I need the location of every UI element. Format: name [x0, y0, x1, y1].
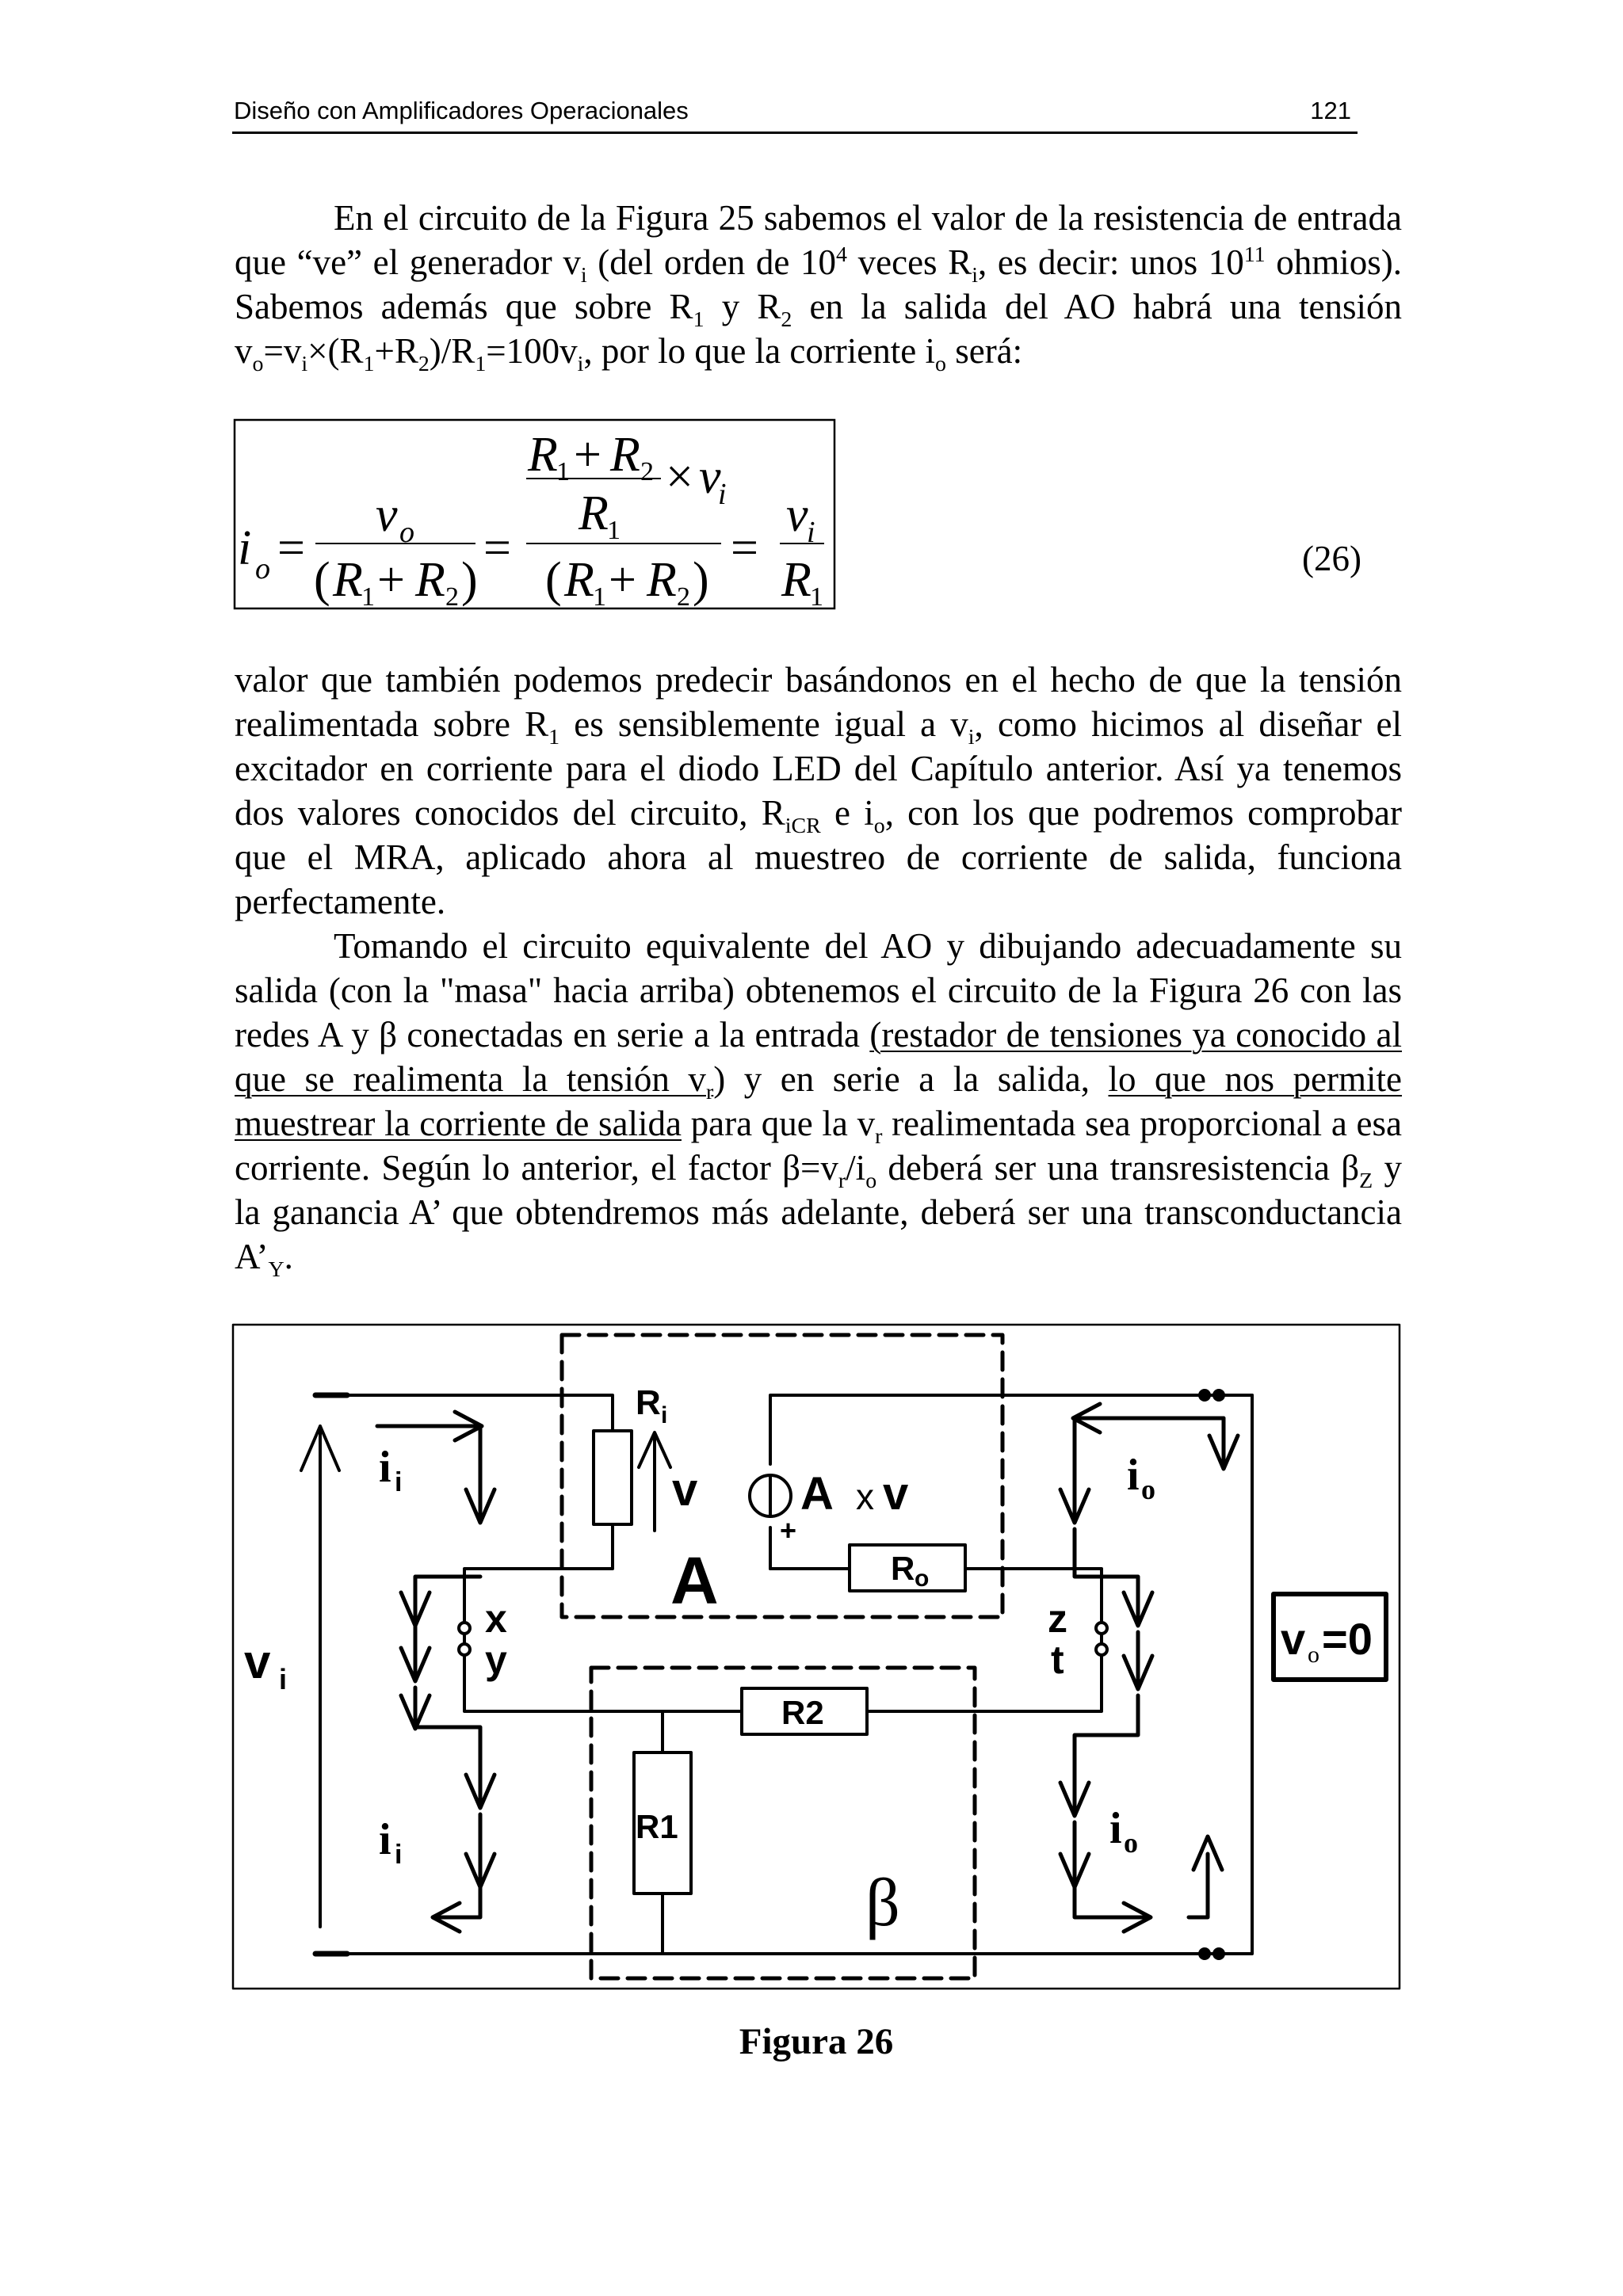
svg-text:v: v: [786, 488, 808, 542]
label-network-a: A: [670, 1543, 719, 1618]
v-arrow-icon: [639, 1432, 670, 1531]
svg-text:(: (: [314, 553, 330, 607]
svg-text:1: 1: [556, 457, 570, 486]
svg-text:(: (: [545, 553, 562, 607]
current-arrow-icon: [401, 1688, 430, 1729]
svg-text:×: ×: [666, 450, 693, 504]
current-arrow-icon: [1060, 1418, 1089, 1523]
port-y-dot: [459, 1644, 470, 1655]
label-ii-top: i: [379, 1443, 391, 1492]
header-title: Diseño con Amplificadores Operacionales: [234, 97, 689, 124]
eq-io: i: [238, 521, 252, 575]
current-arrow-icon: [415, 1727, 495, 1808]
svg-text:R: R: [781, 553, 812, 607]
current-arrow-icon: [1073, 1404, 1224, 1432]
label-ii-bottom: i: [379, 1815, 391, 1864]
port-z-dot: [1096, 1623, 1107, 1634]
svg-text:+: +: [574, 428, 601, 482]
current-arrow-icon: [401, 1585, 430, 1626]
eq-vo: v: [376, 488, 398, 542]
svg-text:): ): [461, 553, 478, 607]
svg-text:o: o: [399, 516, 414, 549]
eq-equals-3: =: [731, 521, 758, 575]
label-io-bottom: i: [1109, 1804, 1122, 1853]
current-arrow-icon: [466, 1426, 495, 1523]
paragraph-1: En el circuito de la Figura 25 sabemos el valor de la resistencia de entrada que “ve” el generador $v_i$ (del orden de $10^4$ veces $R_i$, es decir: unos $10^{11}$ ohmios). Sabemos además que sobre $R_1$ y $R_2$ en la salida del AO habrá una tensión $v_o=v_i\times(R_1+R_2)/R_1=100v_i$, por lo que la corriente $i_o$ será:: [235, 198, 1403, 376]
label-r2: R2: [781, 1694, 824, 1731]
svg-text:o: o: [255, 552, 270, 585]
svg-text:i: i: [661, 1402, 668, 1428]
svg-text:=0: =0: [1322, 1614, 1373, 1664]
current-arrow-icon: [1209, 1418, 1238, 1469]
svg-text:R: R: [415, 553, 445, 607]
label-r1: R1: [636, 1808, 678, 1845]
label-v: v: [672, 1464, 698, 1516]
figure-caption: Figura 26: [739, 2021, 894, 2062]
port-x-dot: [459, 1623, 470, 1634]
label-port-t: t: [1051, 1638, 1064, 1682]
svg-text:R: R: [647, 553, 677, 607]
current-arrow-icon: [1060, 1854, 1089, 1887]
label-beta: β: [865, 1864, 900, 1940]
svg-text:1: 1: [810, 582, 823, 612]
svg-text:i: i: [718, 478, 727, 511]
svg-text:i: i: [807, 516, 815, 549]
current-arrow-icon: [466, 1854, 495, 1887]
eq-equals-1: =: [277, 521, 305, 575]
svg-text:o: o: [1124, 1827, 1138, 1859]
svg-text:o: o: [915, 1566, 930, 1592]
svg-text:x: x: [856, 1476, 874, 1517]
svg-text:R: R: [528, 428, 558, 482]
svg-text:v: v: [883, 1468, 909, 1520]
current-arrow-icon: [1189, 1836, 1222, 1917]
svg-text:): ): [693, 553, 709, 607]
label-gain-a: A: [800, 1468, 834, 1520]
svg-text:+: +: [780, 1514, 797, 1547]
vi-arrow-icon: [301, 1426, 339, 1927]
svg-text:i: i: [395, 1467, 403, 1497]
svg-text:1: 1: [593, 582, 606, 612]
label-port-x: x: [485, 1596, 507, 1641]
label-vo-zero: v: [1281, 1614, 1306, 1664]
svg-text:2: 2: [640, 457, 654, 486]
svg-text:R: R: [610, 428, 640, 482]
label-port-y: y: [485, 1638, 507, 1682]
current-arrow-icon: [1124, 1632, 1152, 1689]
svg-text:i: i: [395, 1840, 403, 1870]
equation-number: (26): [1302, 539, 1361, 578]
resistor-ri: [594, 1431, 632, 1524]
svg-text:o: o: [1141, 1474, 1155, 1505]
wire-output-loop: [770, 1395, 1252, 1954]
port-t-dot: [1096, 1644, 1107, 1655]
svg-text:1: 1: [361, 582, 375, 612]
svg-text:o: o: [1308, 1642, 1319, 1668]
svg-text:i: i: [279, 1663, 288, 1695]
paragraph-3: Tomando el circuito equivalente del AO y dibujando adecuadamente su salida (con la "masa" hacia arriba) obtenemos el circuito de la Figura 26 con las redes A y β conectadas en serie a la entrada (restador de tensiones ya conocido al que se realimenta la tensión $v_r$) y en serie a la salida, lo que nos permite muestrear la corriente de salida para que la $v_r$ realimentada sea proporcional a esa corriente. Según lo anterior, el factor $\beta=v_r/i_o$ deberá ser una transresistencia $\beta_Z$ y la ganancia A’ que obtendremos más adelante, deberá ser una transconductancia $A’_Y$.: [235, 926, 1403, 1282]
svg-text:2: 2: [677, 582, 690, 612]
svg-text:R: R: [579, 486, 609, 540]
svg-text:R: R: [564, 553, 594, 607]
svg-text:+: +: [609, 553, 636, 607]
label-vi: v: [244, 1635, 271, 1688]
svg-text:2: 2: [445, 582, 459, 612]
eq-equals-2: =: [483, 521, 511, 575]
svg-text:R: R: [333, 553, 363, 607]
label-ri: R: [636, 1383, 661, 1422]
current-arrow-icon: [1075, 1529, 1152, 1626]
paragraph-2: valor que también podemos predecir basándonos en el hecho de que la tensión realimentada sobre $R_1$ es sensiblemente igual a $v_i$, como hicimos al diseñar el excitador en corriente para el diodo LED del Capítulo anterior. Así ya tenemos dos valores conocidos del circuito, $R_{iCR}$ e $i_o$, con los que podremos comprobar que el MRA, aplicado ahora al muestreo de corriente de salida, funciona perfectamente. Tomando el circuito equivalente del AO y dibujando adecuadamente su salida (con la "masa" hacia arriba) obtenemos el circuito de la Figura 26 con las redes A y β conectadas en serie a la entrada (restador de tensiones ya conocido al que se realimenta la tensión $v_r$) y en serie a la salida, lo que nos permite muestrear la corriente de salida para que la $v_r$ realimentada sea proporcional a esa corriente. Según lo anterior, el factor $\beta=v_r/i_o$ deberá ser una transresistencia $\beta_Z$ y la ganancia A’ que obtendremos más adelante, deberá ser una transconductancia $A’_Y$.: [235, 660, 1403, 1282]
output-terminal-top: [1198, 1389, 1211, 1402]
page-number: 121: [1310, 97, 1351, 124]
svg-text:+: +: [377, 553, 405, 607]
svg-text:v: v: [699, 450, 721, 504]
label-ro: R: [891, 1550, 915, 1587]
label-port-z: z: [1048, 1596, 1067, 1641]
current-arrow-icon: [1060, 1695, 1138, 1816]
svg-text:1: 1: [607, 516, 621, 545]
current-arrow-icon: [377, 1412, 482, 1440]
output-terminal-bottom: [1198, 1947, 1211, 1960]
label-io-top: i: [1127, 1451, 1140, 1500]
